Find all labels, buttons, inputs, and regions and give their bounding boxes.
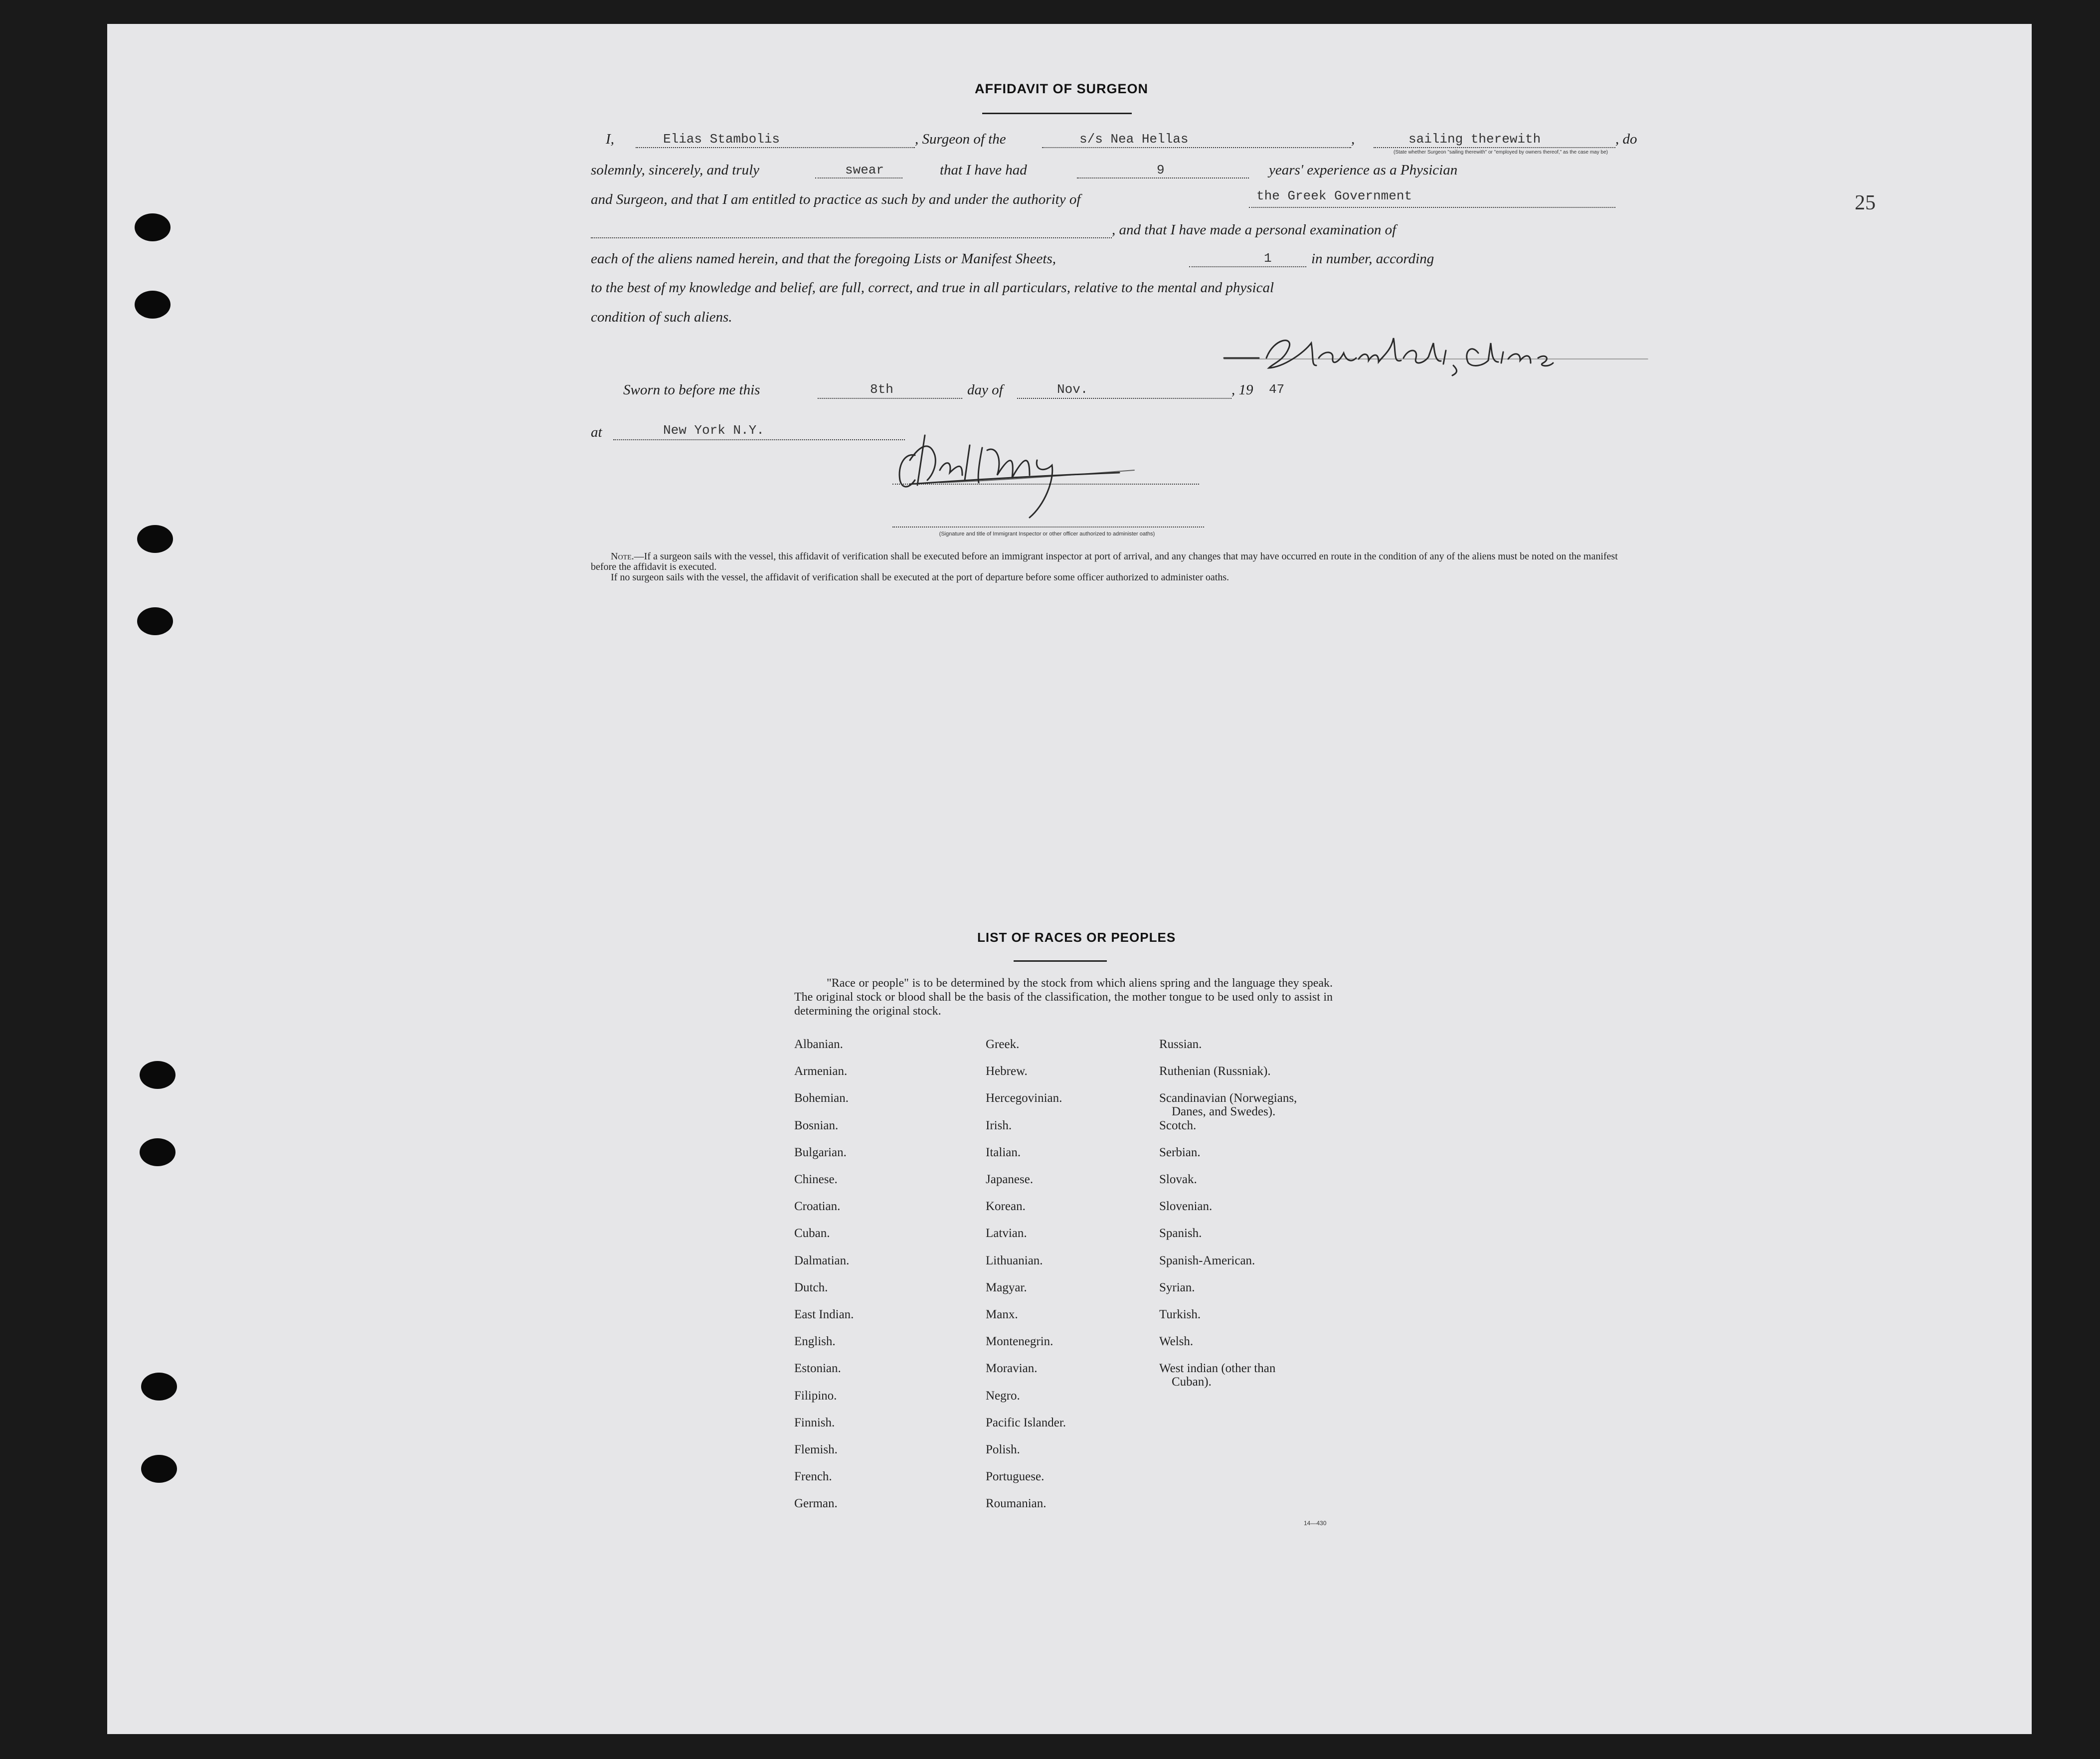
race-entry: Hebrew. [986, 1064, 1028, 1078]
sworn-location: New York N.Y. [663, 423, 764, 438]
officer-caption: (Signature and title of Immigrant Inspector or other officer authorized to administer oaths) [939, 531, 1155, 537]
race-entry: Syrian. [1159, 1280, 1195, 1294]
page-number: 25 [1855, 191, 1876, 214]
punch-hole [140, 1138, 175, 1166]
race-entry: Filipino. [794, 1389, 837, 1403]
race-entry: Lithuanian. [986, 1253, 1043, 1267]
race-entry: French. [794, 1470, 832, 1484]
race-entry: Dutch. [794, 1280, 828, 1294]
licensing-authority: the Greek Government [1256, 188, 1412, 203]
race-entry: Albanian. [794, 1038, 843, 1051]
sworn-month: Nov. [1057, 382, 1088, 397]
punch-hole [135, 213, 171, 241]
punch-hole [141, 1373, 177, 1401]
race-entry: Bohemian. [794, 1091, 849, 1105]
race-entry: Manx. [986, 1308, 1018, 1321]
race-entry: Bosnian. [794, 1118, 839, 1132]
race-entry: Polish. [986, 1443, 1020, 1456]
race-entry: Roumanian. [986, 1497, 1047, 1511]
race-entry: Croatian. [794, 1200, 841, 1214]
race-entry: Irish. [986, 1118, 1012, 1132]
race-entry: Spanish. [1159, 1227, 1202, 1240]
race-entry: Portuguese. [986, 1470, 1045, 1484]
race-entry: Dalmatian. [794, 1253, 850, 1267]
punch-hole [137, 525, 173, 553]
race-entry: Flemish. [794, 1443, 838, 1456]
race-entry: Korean. [986, 1200, 1026, 1214]
race-entry: English. [794, 1335, 836, 1349]
race-entry: Scotch. [1159, 1118, 1197, 1132]
race-entry: Pacific Islander. [986, 1415, 1066, 1429]
affidavit-note: Note.—If a surgeon sails with the vessel, this affidavit of verification shall be executed before an immigrant inspector at port of arrival, and any changes that may have occurred en route in the condition of any of the aliens must be noted on the manifest before the affidavit is executed. If no surgeon sails with the vessel, the affidavit of verification shall be executed at the port of departure before some officer authorized to administer oaths. [591, 551, 1618, 583]
race-entry: Ruthenian (Russniak). [1159, 1064, 1271, 1078]
race-entry: Cuban. [794, 1227, 830, 1240]
race-entry: German. [794, 1497, 838, 1511]
race-entry: Latvian. [986, 1227, 1027, 1240]
race-entry: Armenian. [794, 1064, 848, 1078]
race-entry: Bulgarian. [794, 1145, 847, 1159]
race-entry: Finnish. [794, 1415, 835, 1429]
race-entry: Scandinavian (Norwegians, Danes, and Swedes). [1159, 1091, 1297, 1119]
oath-type: swear [845, 163, 884, 177]
years-experience: 9 [1157, 163, 1165, 177]
sworn-year: 47 [1269, 382, 1285, 397]
surgeon-signature [1219, 323, 1653, 383]
race-entry: Negro. [986, 1389, 1020, 1403]
manifest-sheet-count: 1 [1264, 251, 1272, 266]
sworn-day: 8th [870, 382, 893, 397]
surgeon-name: Elias Stambolis [663, 132, 780, 147]
affidavit-line-1: I, [606, 131, 614, 147]
race-entry: Greek. [986, 1038, 1020, 1051]
surgeon-status: sailing therewith [1408, 132, 1541, 147]
punch-hole [135, 291, 171, 319]
race-entry: Montenegrin. [986, 1335, 1053, 1349]
punch-hole [141, 1455, 177, 1483]
form-number: 14—430 [1304, 1520, 1327, 1527]
affidavit-title: AFFIDAVIT OF SURGEON [975, 81, 1148, 96]
race-entry: Magyar. [986, 1280, 1027, 1294]
note-label: Note. [611, 551, 634, 562]
race-entry: Welsh. [1159, 1335, 1194, 1349]
race-entry: Hercegovinian. [986, 1091, 1062, 1105]
status-note: (State whether Surgeon "sailing therewith" or "employed by owners thereof," as the case may be) [1394, 150, 1608, 155]
punch-hole [137, 607, 173, 635]
race-entry: East Indian. [794, 1308, 854, 1321]
race-entry: Italian. [986, 1145, 1021, 1159]
officer-signature [880, 425, 1179, 525]
races-intro: "Race or people" is to be determined by the stock from which aliens spring and the language they speak. The original stock or blood shall be the basis of the classification, the mother tongue to be used only to assist in determining the original stock. [794, 977, 1333, 1018]
punch-hole [140, 1061, 175, 1089]
race-entry: Slovak. [1159, 1173, 1197, 1186]
race-entry: Estonian. [794, 1362, 841, 1376]
race-entry: West indian (other than Cuban). [1159, 1362, 1276, 1389]
manifest-page: 25 AFFIDAVIT OF SURGEON I, Elias Stambolis , Surgeon of the s/s Nea Hellas , sailing therewith , do (State whether Surgeon "sailing therewith" or "employed by owners thereof," as the case may be) solemnly, sincerely, and truly swear that I have had 9 years' experience as a Physician and Surgeon, and that I am entitled to practice as such by and under the authority of the Greek Government , and that I have made a personal examination of each of the aliens named herein, and that the foregoing Lists or Manifest Sheets, 1 in number, according to the best of my knowledge and belief, are full, correct, and true in all particulars, relative to the mental and physical condition of such aliens. Sworn to before me this 8th day of Nov. , 19 47 at New York N.Y. (Signature and title of Immigrant Inspector or other officer authorized to administer oaths) Note.—If a surgeon sails with the vessel, this affidavit of verification shall be executed before an immigrant inspector at port of arrival, and any changes that may have occurred en route in the condition of any of the aliens must be noted on the manifest before the affidavit is executed. If no surgeon sails with the vessel, the affidavit of verification shall be executed at the port of departure before some officer authorized to administer oaths. LIST OF RACES OR PEOPLES "Race or people" is to be determined by the stock from which aliens spring and the language they speak. The original stock or blood shall be the basis of the classification, the mother tongue to be used only to assist in determining the original stock. Albanian. Armenian. Bohemian. Bosnian. Bulgarian. Chinese. Croatian. Cuban. Dalmatian. Dutch. East Indian. English. Estonian. Filipino. Finnish. Flemish. French. German. Greek. Hebrew. Hercegovinian. Irish. Italian. Japanese. Korean. Latvian. Lithuanian. Magyar. Manx. Montenegrin. Moravian. Negro. Pacific Islander. Polish. Portuguese. Roumanian. Russian. Ruthenian (Russniak). Scandinavian (Norwegians, Danes, and Swedes). Scotch. Serbian. Slovak. Slovenian. Spanish. Spanish-American. Syrian. Turkish. Welsh. West indian (other than Cuban). 14—430 [107, 24, 2032, 1734]
race-entry: Russian. [1159, 1038, 1202, 1051]
race-entry: Moravian. [986, 1362, 1038, 1376]
vessel-name: s/s Nea Hellas [1079, 132, 1189, 147]
race-entry: Spanish-American. [1159, 1253, 1255, 1267]
race-entry: Serbian. [1159, 1145, 1201, 1159]
race-entry: Turkish. [1159, 1308, 1201, 1321]
race-entry: Japanese. [986, 1173, 1034, 1186]
race-entry: Chinese. [794, 1173, 838, 1186]
race-entry: Slovenian. [1159, 1200, 1213, 1214]
races-title: LIST OF RACES OR PEOPLES [977, 930, 1176, 945]
